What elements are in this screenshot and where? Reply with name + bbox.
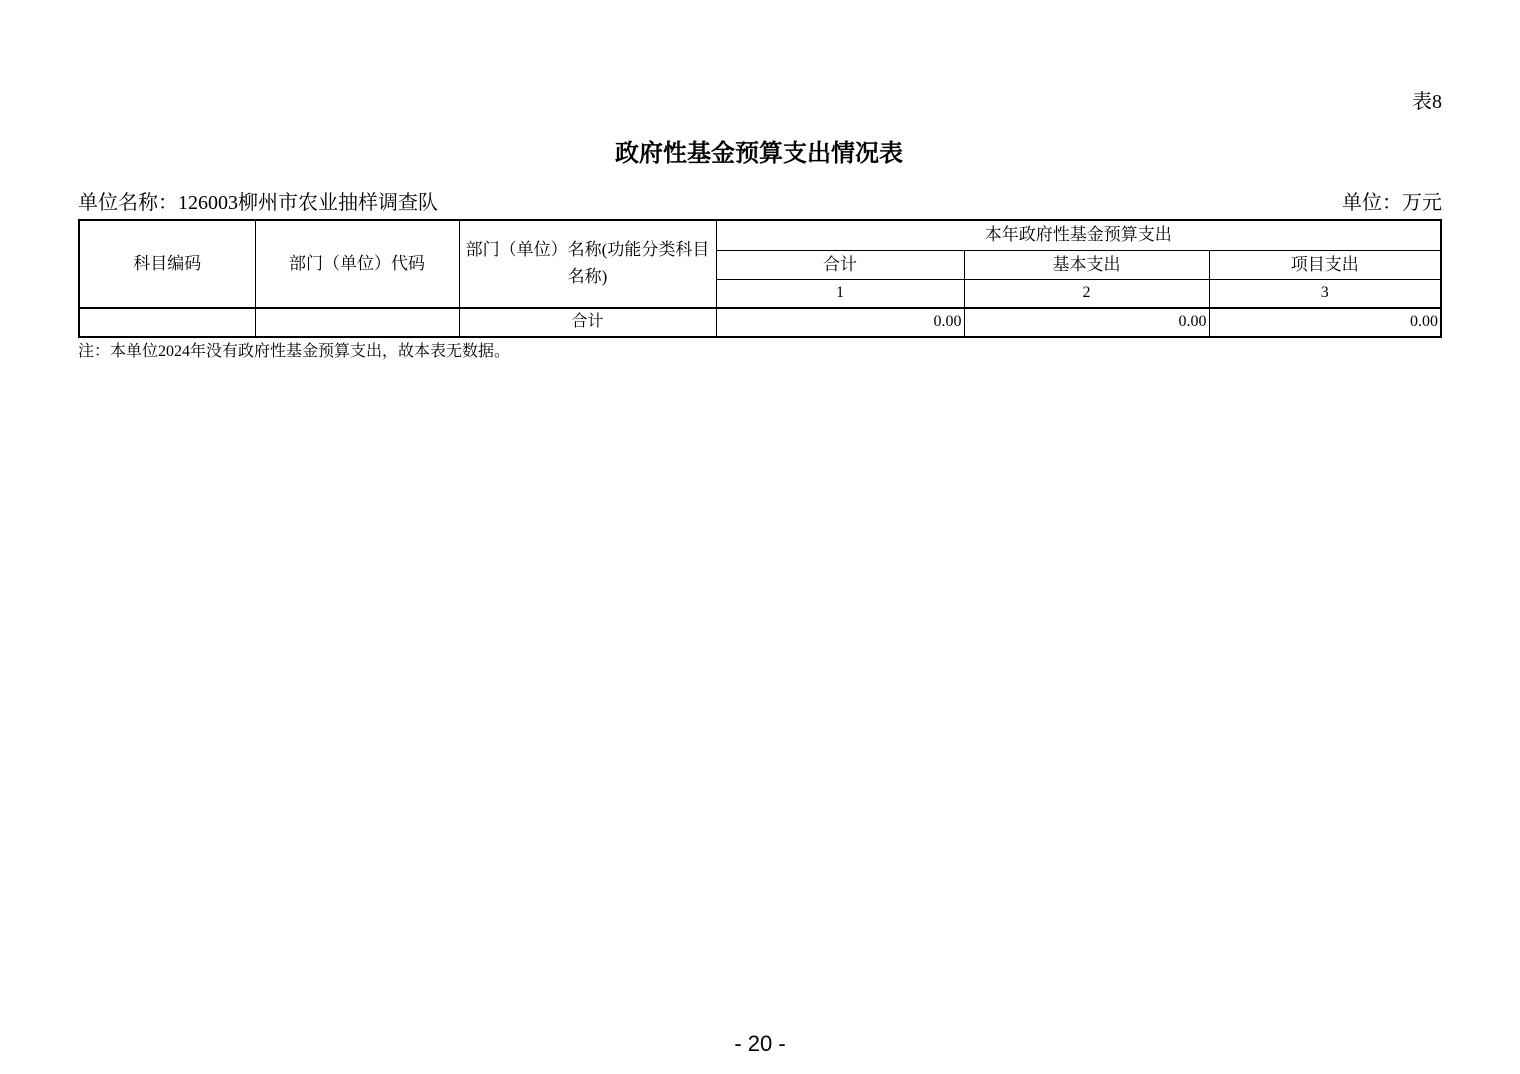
header-total: 合计 [716, 250, 964, 279]
header-dept-code: 部门（单位）代码 [255, 220, 459, 308]
header-dept-name: 部门（单位）名称(功能分类科目名称) [459, 220, 716, 308]
column-number-2: 2 [964, 279, 1209, 307]
column-number-3: 3 [1209, 279, 1441, 307]
unit-name-label: 单位名称：126003柳州市农业抽样调查队 [78, 192, 438, 214]
header-row-group [79, 220, 1441, 250]
header-basic-expenditure: 基本支出 [964, 250, 1209, 279]
header-expenditure-group: 本年政府性基金预算支出 [716, 220, 1441, 250]
budget-table [78, 219, 1442, 338]
cell-subject-code [79, 308, 255, 337]
page-title: 政府性基金预算支出情况表 [615, 141, 903, 167]
header-project-expenditure: 项目支出 [1209, 250, 1441, 279]
meta-row [78, 189, 1442, 217]
table-number-label: 表8 [1412, 91, 1442, 113]
column-number-1: 1 [716, 279, 964, 307]
table-row [79, 308, 1441, 337]
cell-project-value: 0.00 [1209, 308, 1441, 337]
header-subject-code: 科目编码 [79, 220, 255, 308]
page-number: - 20 - [734, 1031, 786, 1056]
cell-dept-name: 合计 [459, 308, 716, 337]
cell-basic-value: 0.00 [964, 308, 1209, 337]
cell-total-value: 0.00 [716, 308, 964, 337]
footnote: 注：本单位2024年没有政府性基金预算支出，故本表无数据。 [78, 343, 511, 360]
cell-dept-code [255, 308, 459, 337]
currency-unit-label: 单位：万元 [1342, 192, 1442, 214]
